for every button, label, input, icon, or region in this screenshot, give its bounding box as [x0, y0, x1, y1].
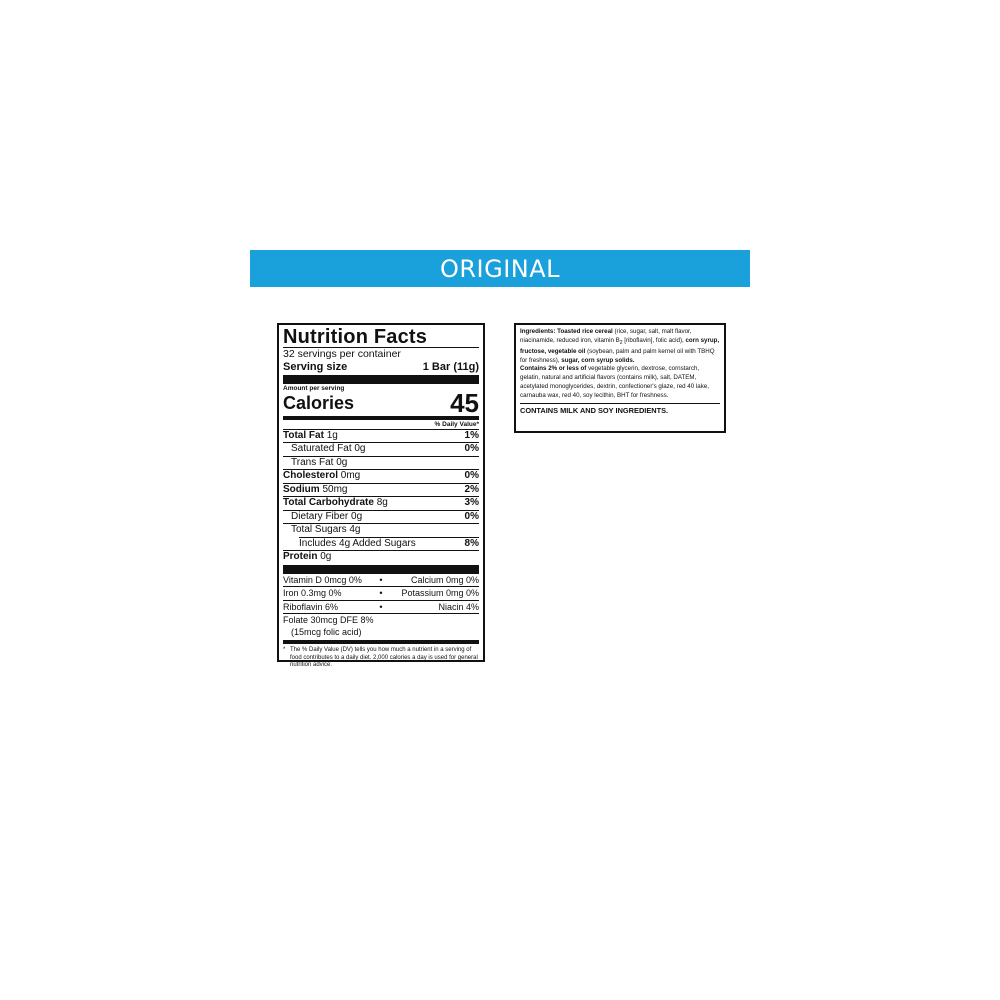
footnote: * The % Daily Value (DV) tells you how much a nutrient in a serving of food contributes to a daily diet. 2,000 calories a day is used for general nutrition advice.: [283, 647, 478, 668]
allergen-statement: CONTAINS MILK AND SOY INGREDIENTS.: [520, 405, 669, 415]
serving-size-label: Serving size: [283, 360, 348, 373]
vitamin-row: Vitamin D 0mcg 0% • Calcium 0mg 0%: [283, 574, 479, 585]
flavor-banner: [250, 250, 750, 287]
calories-value: 45: [450, 387, 479, 418]
nutrient-row-total-sugars: Total Sugars 4g: [291, 524, 361, 535]
daily-value-header: % Daily Value*: [434, 420, 479, 428]
nutrition-facts-panel: [277, 323, 485, 668]
nutrient-row-sodium: Sodium 50mg 2%: [283, 483, 479, 495]
ingredients-panel: [514, 323, 726, 433]
servings-per-container: 32 servings per container: [283, 348, 401, 360]
flavor-title: ORIGINAL: [439, 254, 561, 283]
nutrient-row-dietary-fiber: Dietary Fiber 0g 0%: [291, 510, 479, 522]
nutrient-row-protein: Protein 0g: [283, 551, 332, 562]
calories-label: Calories: [283, 392, 355, 413]
ingredients-minor-text: Contains 2% or less of vegetable glycerin, dextrose, cornstarch, gelatin, natural and artificial flavors (contains milk), salt, DATEM, acetylated monoglycerides, dextrin, confectioner's glaze, red 40 lake, carnauba wax, red 40, soy lecithin, BHT for freshness.: [520, 365, 709, 399]
folate-row: Folate 30mcg DFE 8% (15mcg folic acid): [283, 615, 374, 637]
amount-per-serving: Amount per serving: [283, 384, 345, 392]
vitamin-row: Riboflavin 6% • Niacin 4%: [283, 601, 479, 612]
nutrient-row-total-carbohydrate: Total Carbohydrate 8g 3%: [283, 497, 479, 508]
nutrient-row-cholesterol: Cholesterol 0mg 0%: [283, 470, 479, 481]
nutrient-row-trans-fat: Trans Fat 0g: [291, 456, 348, 468]
nutrient-row-total-fat: Total Fat 1g 1%: [283, 429, 479, 441]
divider-thick: [283, 565, 479, 574]
ingredients-text: Ingredients: Toasted rice cereal (rice, sugar, salt, malt flavor, niacinamide, reduced iron, vitamin $B_2$ [riboflavin], folic acid), corn syrup, fructose, vegetable oil (soybean, palm and palm kernel oil with TBHQ for freshness), sugar, corn syrup solids.: [520, 328, 720, 364]
divider-thick: [283, 375, 479, 384]
vitamin-row: Iron 0.3mg 0% • Potassium 0mg 0%: [283, 588, 479, 598]
serving-size-value: 1 Bar (11g): [422, 360, 479, 373]
nutrient-row-added-sugars: Includes 4g Added Sugars 8%: [299, 537, 479, 549]
nutrient-row-saturated-fat: Saturated Fat 0g 0%: [291, 443, 479, 454]
divider: [520, 403, 720, 404]
serving-size-row: [283, 361, 479, 373]
nutrition-facts-title: Nutrition Facts: [283, 326, 428, 348]
